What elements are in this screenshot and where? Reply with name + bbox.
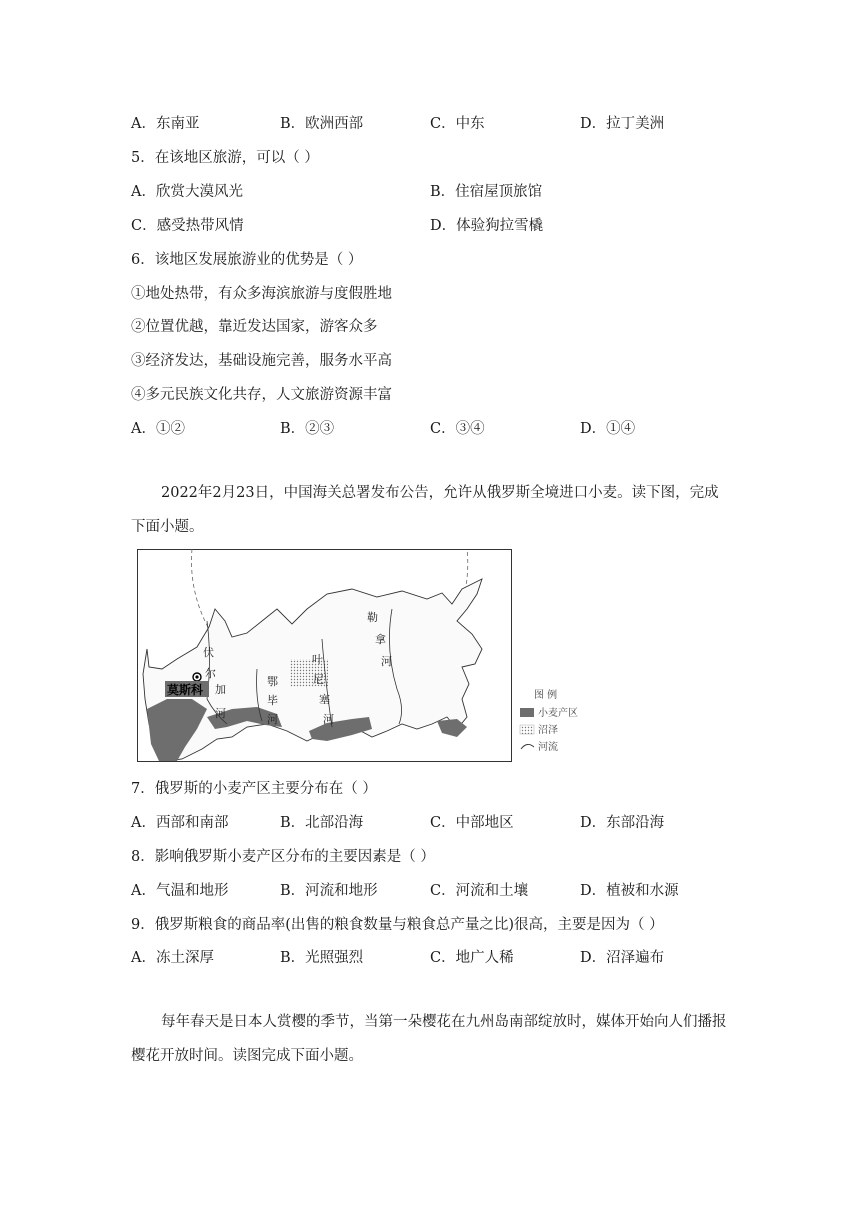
q7-option-b: B．北部沿海: [280, 815, 364, 831]
volga-label-4: 河: [215, 707, 226, 720]
ob-label-3: 河: [267, 713, 278, 726]
yenisei-label-1: 叶: [312, 653, 323, 666]
q9-option-d: D．沼泽遍布: [580, 950, 665, 966]
legend-wheat-label: 小麦产区: [538, 708, 578, 719]
q9-option-b: B．光照强烈: [280, 950, 364, 966]
intro-japan: 每年春天是日本人赏樱的季节，当第一朵樱花在九州岛南部绽放时，媒体开始向人们播报樱花开放时间。读图完成下面小题。: [131, 1014, 727, 1064]
volga-label-1: 伏: [203, 646, 214, 659]
q8-stem: 8．影响俄罗斯小麦产区分布的主要因素是（ ）: [131, 849, 435, 865]
q4-option-b: B．欧洲西部: [280, 116, 364, 132]
q8-option-a: A．气温和地形: [131, 883, 229, 899]
q6-option-a: A．①②: [131, 421, 185, 437]
legend-wheat-swatch: [520, 708, 534, 717]
legend-river-icon: [521, 744, 534, 749]
yenisei-label-3: 塞: [319, 693, 330, 706]
q6-statement-1: ①地处热带，有众多海滨旅游与度假胜地: [131, 286, 392, 302]
q4-option-d: D．拉丁美洲: [580, 116, 665, 132]
q6-option-c: C．③④: [430, 421, 485, 437]
lena-label-2: 拿: [375, 633, 386, 646]
q6-statement-4: ④多元民族文化共存，人文旅游资源丰富: [131, 387, 392, 403]
q6-option-d: D．①④: [580, 421, 636, 437]
q7-option-a: A．西部和南部: [131, 815, 229, 831]
yenisei-label-4: 河: [323, 713, 334, 726]
q7-option-c: C．中部地区: [430, 815, 514, 831]
legend-swamp-label: 沼泽: [538, 725, 558, 736]
q5-stem: 5．在该地区旅游，可以（ ）: [131, 150, 319, 166]
lena-label-3: 河: [381, 655, 392, 668]
q6-option-b: B．②③: [280, 421, 335, 437]
q4-option-a: A．东南亚: [131, 116, 200, 132]
ob-label-1: 鄂: [267, 675, 278, 688]
q9-stem: 9．俄罗斯粮食的商品率(出售的粮食数量与粮食总产量之比)很高，主要是因为（ ）: [131, 917, 664, 933]
q9-option-a: A．冻土深厚: [131, 950, 214, 966]
q6-statement-2: ②位置优越，靠近发达国家，游客众多: [131, 319, 378, 335]
q7-stem: 7．俄罗斯的小麦产区主要分布在（ ）: [131, 781, 377, 797]
q5-option-c: C．感受热带风情: [131, 218, 244, 234]
map-legend: [520, 688, 578, 753]
legend-title: 图 例: [534, 690, 558, 701]
q8-option-c: C．河流和土壤: [430, 883, 529, 899]
moscow-label: 莫斯科: [167, 683, 204, 697]
yenisei-label-2: 尼: [313, 673, 324, 686]
q7-option-d: D．东部沿海: [580, 815, 665, 831]
q5-option-d: D．体验狗拉雪橇: [430, 218, 544, 234]
q6-statement-3: ③经济发达，基础设施完善，服务水平高: [131, 353, 392, 369]
q5-option-b: B．住宿屋顶旅馆: [430, 184, 543, 200]
legend-river-label: 河流: [538, 742, 558, 753]
q5-option-a: A．欣赏大漠风光: [131, 184, 243, 200]
q4-option-c: C．中东: [430, 116, 485, 132]
q9-option-c: C．地广人稀: [430, 950, 514, 966]
q8-option-d: D．植被和水源: [580, 883, 679, 899]
volga-label-2: 尔: [205, 667, 216, 680]
ob-label-2: 毕: [267, 694, 278, 707]
intro-russia: 2022年2月23日，中国海关总署发布公告，允许从俄罗斯全境进口小麦。读下图，完成下面小题。: [131, 485, 719, 535]
q6-stem: 6．该地区发展旅游业的优势是（ ）: [131, 252, 363, 268]
legend-swamp-swatch: [520, 725, 534, 734]
q8-option-b: B．河流和地形: [280, 883, 378, 899]
lena-label-1: 勒: [367, 611, 378, 624]
russia-wheat-map: [137, 549, 578, 762]
volga-label-3: 加: [215, 683, 226, 696]
